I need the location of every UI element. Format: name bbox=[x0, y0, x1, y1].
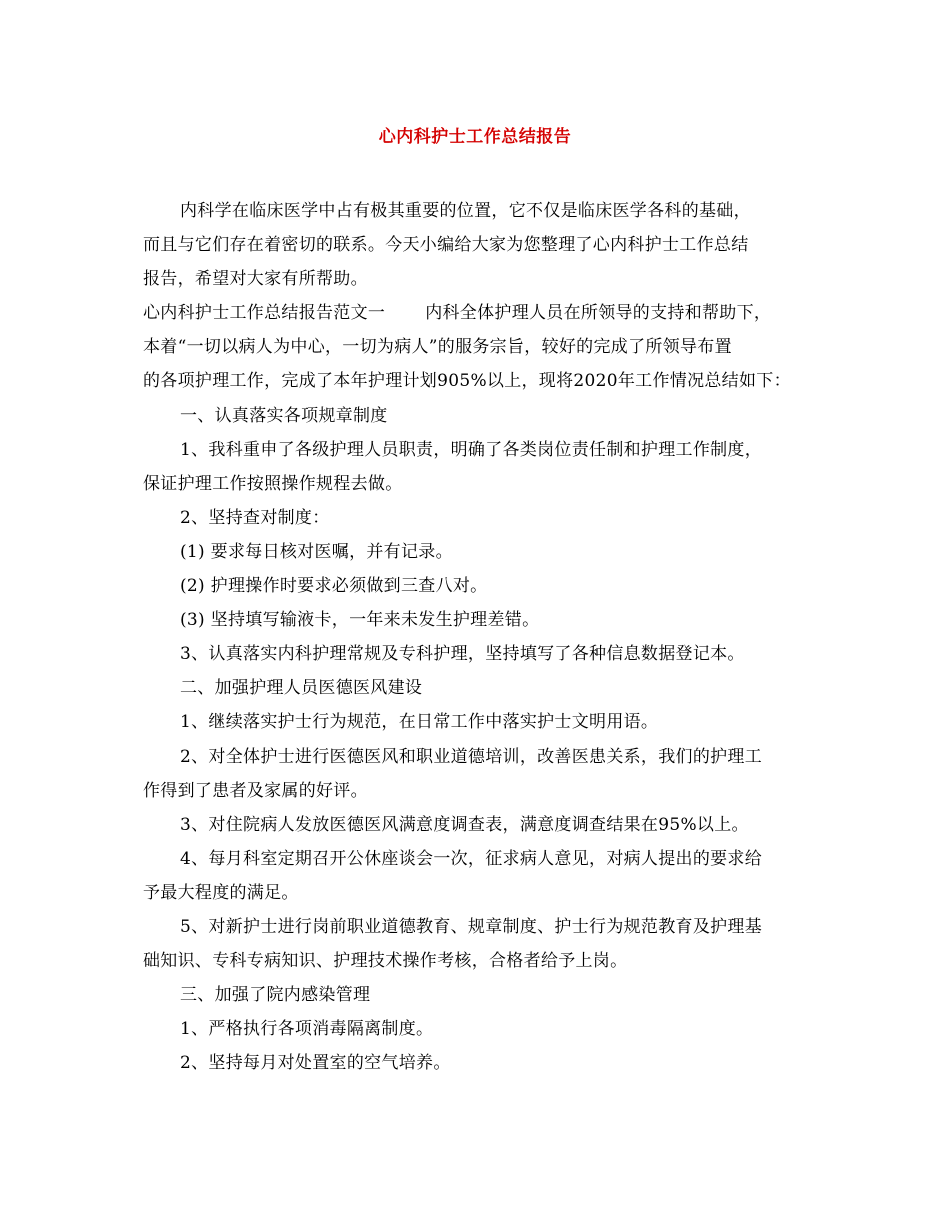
paragraph-line: 2、坚持查对制度： bbox=[180, 507, 330, 528]
section-title: 心内科护士工作总结报告范文一 bbox=[143, 303, 386, 324]
paragraph-line: 报告，希望对大家有所帮助。 bbox=[143, 269, 368, 290]
paragraph-line: 1、严格执行各项消毒隔离制度。 bbox=[180, 1019, 434, 1040]
paragraph-line: 础知识、专科专病知识、护理技术操作考核，合格者给予上岗。 bbox=[143, 951, 628, 972]
list-item: (1) 要求每日核对医嘱，并有记录。 bbox=[180, 541, 453, 562]
paragraph-line: 内科学在临床医学中占有极其重要的位置，它不仅是临床医学各科的基础， bbox=[180, 201, 751, 221]
paragraph-line: 3、认真落实内科护理常规及专科护理，坚持填写了各种信息数据登记本。 bbox=[180, 644, 745, 665]
paragraph-line: 5、对新护士进行岗前职业道德教育、规章制度、护士行为规范教育及护理基 bbox=[180, 916, 763, 937]
paragraph-line: 予最大程度的满足。 bbox=[143, 882, 299, 903]
heading-line: 三、加强了院内感染管理 bbox=[180, 985, 371, 1006]
paragraph-line: 4、每月科室定期召开公休座谈会一次，征求病人意见，对病人提出的要求给 bbox=[180, 848, 763, 869]
heading-line: 二、加强护理人员医德医风建设 bbox=[180, 678, 423, 699]
paragraph-line: 保证护理工作按照操作规程去做。 bbox=[143, 473, 403, 494]
paragraph-line: 1、我科重申了各级护理人员职责，明确了各类岗位责任制和护理工作制度， bbox=[180, 439, 763, 460]
section-heading-line bbox=[143, 298, 818, 332]
paragraph-line: 而且与它们存在着密切的联系。今天小编给大家为您整理了心内科护士工作总结 bbox=[143, 235, 749, 256]
document-body bbox=[143, 196, 818, 1082]
paragraph-line: 3、对住院病人发放医德医风满意度调查表，满意度调查结果在95%以上。 bbox=[180, 814, 749, 835]
paragraph-line: 1、继续落实护士行为规范，在日常工作中落实护士文明用语。 bbox=[180, 712, 659, 733]
paragraph-line: 作得到了患者及家属的好评。 bbox=[143, 780, 368, 801]
document-title: 心内科护士工作总结报告 bbox=[378, 127, 572, 147]
heading-line: 一、认真落实各项规章制度 bbox=[180, 405, 388, 426]
paragraph-line: 2、坚持每月对处置室的空气培养。 bbox=[180, 1053, 451, 1074]
paragraph-line: 的各项护理工作，完成了本年护理计划905%以上，现将2020年工作情况总结如下： bbox=[143, 371, 791, 392]
paragraph-text: 内科全体护理人员在所领导的支持和帮助下， bbox=[425, 303, 772, 324]
list-item: (2) 护理操作时要求必须做到三查八对。 bbox=[180, 576, 488, 597]
paragraph-line: 2、对全体护士进行医德医风和职业道德培训，改善医患关系，我们的护理工 bbox=[180, 746, 763, 767]
paragraph-line: 本着“一切以病人为中心，一切为病人”的服务宗旨，较好的完成了所领导布置 bbox=[143, 337, 732, 358]
list-item: (3) 坚持填写输液卡，一年来未发生护理差错。 bbox=[180, 610, 540, 631]
